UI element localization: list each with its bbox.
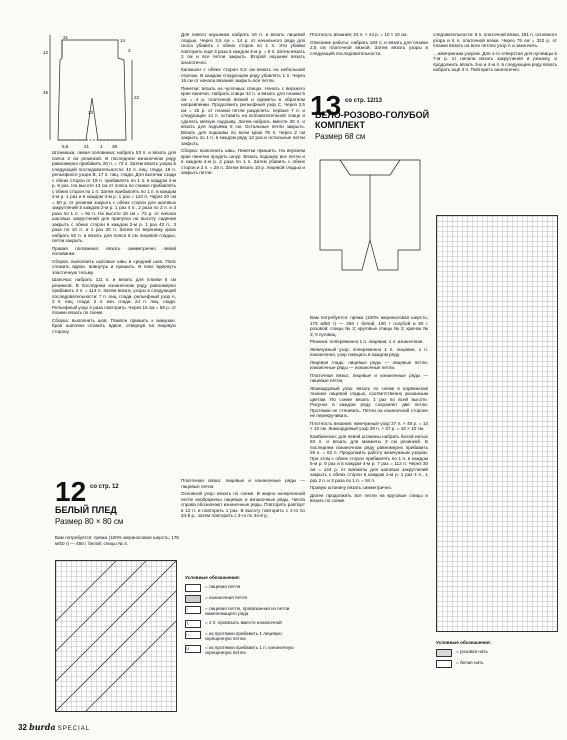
legend-row-white xyxy=(436,660,556,668)
legend-inc-purl-label: = из протяжки прибавить 1 п. изнаночную скрещенную петлю xyxy=(205,644,294,655)
romper-left-leg: Комбинезон: для левой штанины набрать белой нитью 53 п. и вязать для манжеты 3 см резинкой. В последнем изнаночном ряду равномерно прибавить 29 п. = 82 п. Продолжить работу жемчужным узором. При этом с обеих сторон прибавлять по 1 п. в каждом 6-м р. 8 раз и в каждом 4-м р. 7 раз = 112 п. Через 30 см = 144 р. от манжеты для шаговых закруглений закрыть с обеих сторон в каждом 2-м р. 1 раз 4 п., 1 раз 2 п. и 3 раза по 1 п. = 94 п. xyxy=(310,433,428,483)
decrease-icon: ∖ xyxy=(185,620,201,628)
plaid-materials xyxy=(55,535,179,548)
hat-assembly: Сборка: выполнить шов. Помпон пришить к макушке. Края шапочки сложить вдвое, отвернув на лицевую сторону. xyxy=(52,317,176,334)
plaid-main-pattern: Основной узор: вязать по схеме. В жирно начерченной петле изображены лицевые и изнаночные ряды. Числа справа обозначают изнаночные ряды. Повторять раппорт в 12 п. и повторить 1 раз. В высоту повторить с 1-го по 34-й р., затем повторить с 3-го по 34-й р. xyxy=(181,491,305,518)
romper-gauge: Плотность вязания: жемчужный узор 27 п. × 48 р. = 10 × 10 см. Жаккардовый узор 28 п. × 37 р. = 10 × 10 см. xyxy=(310,420,428,431)
lifted-stitch-icon: ↑ xyxy=(185,606,201,614)
schematic-label-22: 22 xyxy=(134,95,140,100)
page-number: 32 xyxy=(18,723,27,732)
legend-inc-knit-label: = из протяжки прибавить 1 лицевую скрещенную петлю xyxy=(205,630,282,641)
schematic-label-46: 46 xyxy=(43,90,49,95)
model-12-size: Размер 80 × 80 см xyxy=(55,517,124,526)
plaid-legend xyxy=(185,575,305,659)
legend-lifted-label: = лицевая петля, провязанная из петли нижележащего ряда xyxy=(205,605,290,616)
jacquard-legend xyxy=(436,640,556,671)
hood-instructions: Капюшон с обеих сторон 6,5 см вязать на небольшой отрезок. В каждом следующем ряду убавлять 1 п. Через 16 см от начала вязания закрыть все петли. xyxy=(181,67,305,83)
seed-stitch: Жемчужный узор: попеременно 1 п. лицевая, 1 п. изнаночная, узор смещать в каждом ряду. xyxy=(310,346,428,357)
jacquard-chart xyxy=(436,215,558,632)
schematic-label-13: 13 xyxy=(88,110,94,115)
model-12-page-ref: со стр. 12 xyxy=(90,484,119,490)
col4-pattern: …жемчужным узором. Для 1-го отверстия для пуговицы в 7-м р. от начала вязать закругления и резинку, и продолжить вязать 3-ю и 4-ю п. в следующем ряду вязать набрать ещё 3 п. Повторить аналогично. xyxy=(433,50,557,72)
romper-materials-text xyxy=(310,315,428,506)
legend-row-lifted xyxy=(185,606,305,617)
legend-pink-label: = розовая нить xyxy=(456,648,488,654)
legend-row-knit xyxy=(185,584,305,592)
earflap-instructions: Для левого наушника набрать 16 п. и вязать лицевой гладью. Через 3,5 см = 14 р. от начального ряда для скоса убавить с обеих сторон по 1 п. Эти убавки повторить ещё 3 раза в каждом 4-м р. = 8 п. Затем вязать 2 см и все петли закрыть. Второй наушник вязать аналогично. xyxy=(181,32,305,65)
legend-row-inc-purl xyxy=(185,645,305,656)
legend-row-inc-knit xyxy=(185,631,305,642)
plaid-garter: Платочная вязка: лицевые и изнаночные ряды — лицевые петли. xyxy=(181,478,305,489)
increase-purl-icon: ∪ xyxy=(185,645,201,653)
schematic-label-21: 21 xyxy=(84,144,90,149)
legend-row-purl xyxy=(185,595,305,603)
purl-stitch-icon xyxy=(185,595,201,603)
materials: Вам потребуется: пряжа (100% мериносовая шерсть; 175 м/50 г) — 250 г белой, 100 г голубой и 50 г розовой; спицы № 3; круговые спицы № 3; крючок № 3; 9 пуговиц. xyxy=(310,315,428,337)
knit-stitch-icon xyxy=(185,584,201,592)
schematic-label-5-5: 5,5 xyxy=(62,144,69,149)
plaid-legend-title: Условные обозначения: xyxy=(185,575,241,580)
schematic-label-12: 12 xyxy=(43,50,49,55)
model-13-number: 13 xyxy=(310,90,342,121)
pants-left-half: Штанишки, левая половинка: набрать 53 п. и вязать для пояса 3 см резинкой. В последнем изнаночном ряду равномерно прибавить 20 п. = 73 п. Затем вязать узоры в следующей последовательности: 42 п. лиц. глади, 19 п. рельефного узора В, 17 п. лиц. глади. Для вытачки сзади с обеих сторон от 19 п. прибавлять по 1 п. в каждом 4-м р. 9 раз. На высоте 13 см от пояса по спинке прибавлять с обеих сторон по 1 п. Затем прибавлять по 1 п. в каждом 2-м р. 1 раз и в каждом 4-м р. 1 раз = 110 п. Через 20 см = 80 р. от резинки закрыть с обеих сторон для шаговых закруглений в каждом 2-м р. 1 раз 4 п., 2 раза по 2 п. и 3 раза по 1 п. = 92 п. На высоте 18 см = 72 р. от начала шаговых закруглений для припуска на высоту сидения закрыть с обеих сторон в каждом 2-м р. 1 раз 42 п., 3 раза по 10 п. и 1 раз 20 п. Затем по верхнему краю набрать 82 п. и вязать для пояса 6 см лицевой гладью, петли закрыть. xyxy=(52,150,176,243)
pants-assembly: Сборка: выполнить шаговые швы и средний шов. Пояс сложить вдвое, вовнутрь и пришить. В пояс вдёрнуть эластичную тесьму. xyxy=(52,258,176,275)
plaid-yarn: Вам потребуется: пряжа (100% мериносовая шерсть; 175 м/50 г) — 450 г белой; спицы № 4. xyxy=(55,535,179,546)
plaid-description xyxy=(181,478,305,521)
booties-instructions: Пинетки: вязать на чулочных спицах. Начать с верхнего края пинетки. Набрать спицы 42 п. и вязать для планки 5 см = 4 р. платочной вязкой и приметы в обратном направлении. Продолжить рельефный узор С. Через 3,5 см = 16 р. от планки петли разделить: первые 7 п. и следующие 14 п. оставить на вспомогательной спице и сделать мягкую подошву. Затем набрать вместе 28 п. и вязать для подъёма 5 см. Остальные петли закрыть. Вязать для подошвы по всем краю 76 п. Через 2 см закрыть по 1 п. в каждом ряду 12 раз и остальные петли закрыть. xyxy=(181,85,305,146)
schematic-label-1: 1 xyxy=(100,144,103,149)
schematic-label-31: 31 xyxy=(63,35,69,40)
romper-right-leg: Правую штанину вязать симметрично. xyxy=(310,485,393,490)
stockinette: Лицевая гладь: лицевые ряды — лицевые петли, изнаночные ряды — изнаночные петли. xyxy=(310,359,428,370)
jacquard-pattern: Жаккардовый узор: вязать по схеме в норвежской технике лицевой гладью, соответственно указанным цветам. По схеме вязать 1 раз по всей высоте. Рисунок в каждом ряду сохраняет две петли. Протяжки не стягивать. Петли на изнаночной стороне не перекручивать. xyxy=(310,385,428,418)
pink-yarn-icon xyxy=(436,649,452,657)
model-13-page-ref: со стр. 12/13 xyxy=(345,98,382,104)
legend-white-label: = белая нить xyxy=(456,659,484,665)
schematic-label-14: 14 xyxy=(120,38,126,43)
model-12-number: 12 xyxy=(55,476,87,507)
booties-assembly: Сборка: выполнить швы. Пинетки пришить. На верхнем крае пинетки продеть шнур. Вязать подошву все петли и в каждом 4-м р. 2 раза по 1 п. Затем убавить с обеих сторон и 2 п. = 25 п. Затем вязать 10 р. лицевой гладью и закрыть петли. xyxy=(181,148,305,175)
legend-knit-label: = лицевая петля xyxy=(205,583,241,589)
hat-instructions: Шапочка: набрать 111 п. и вязать для планки 5 см резинкой. В последнем изнаночном ряду равномерно прибавить 3 п. = 114 п. Затем вязать узоры в следующей последовательности: 7 п. лиц. глади, рельефный узор А, 2 п. лиц. глади, 2 п. изн. глади, 24 п. лиц. глади. Рельефный узор 4 раза повторить. Через 15 см = 58 р. от планки вязать по схеме. xyxy=(52,277,176,315)
legend-row-k2tog xyxy=(185,620,305,628)
page-footer xyxy=(18,722,90,732)
increase-knit-icon: ∩ xyxy=(185,631,201,639)
col4-continuation: следовательности: 6 п. платочной вязки, 181 п. основного узора и 6 п. платочной вязки. Через 75 см = 322 р. от планки вязать на всех петлях узор А и закончить. xyxy=(433,32,557,48)
plaid-chart xyxy=(55,560,177,712)
gauge-text: Плотность вязания: 24 п. × 44 р. = 10 × 10 см. xyxy=(310,32,408,37)
ribbing: Резинка: попеременно 1 п. лицевая, 1 п. изнаночная. xyxy=(310,339,424,344)
model-13-size: Размер 68 см xyxy=(315,132,366,141)
white-yarn-icon xyxy=(436,660,452,668)
schematic-label-38: 38 xyxy=(112,144,118,149)
romper-continue: Далее продолжить все петли на круговые спицы и вязать по схеме. xyxy=(310,492,428,503)
brand-special: SPECIAL xyxy=(57,726,91,732)
model-13-title-line2: КОМПЛЕКТ xyxy=(315,120,365,130)
pants-right-half: Правая половинка: вязать симметрично левой половинке. xyxy=(52,245,176,256)
work-description: Описание работы: набрать 183 п. и вязать для планки 2,5 см платочной вязкой. Затем вязать узоры в следующей последовательности. xyxy=(310,39,428,56)
brand-logo: burda xyxy=(29,722,56,732)
garter-stitch: Платочная вязка: лицевые и изнаночные ряды — лицевые петли. xyxy=(310,372,428,383)
legend-purl-label: = изнаночная петля xyxy=(205,594,248,600)
legend-k2tog-label: = 2 п. провязать вместе изнаночной xyxy=(205,619,282,625)
plaid-diagonals xyxy=(56,561,176,711)
legend-row-pink xyxy=(436,649,556,657)
model-13-title-line1: БЕЛО-РОЗОВО-ГОЛУБОЙ xyxy=(315,110,430,120)
model-12-title: БЕЛЫЙ ПЛЕД xyxy=(55,505,117,515)
jacquard-legend-title: Условные обозначения: xyxy=(436,640,492,645)
schematic-label-3: 3 xyxy=(128,48,131,53)
